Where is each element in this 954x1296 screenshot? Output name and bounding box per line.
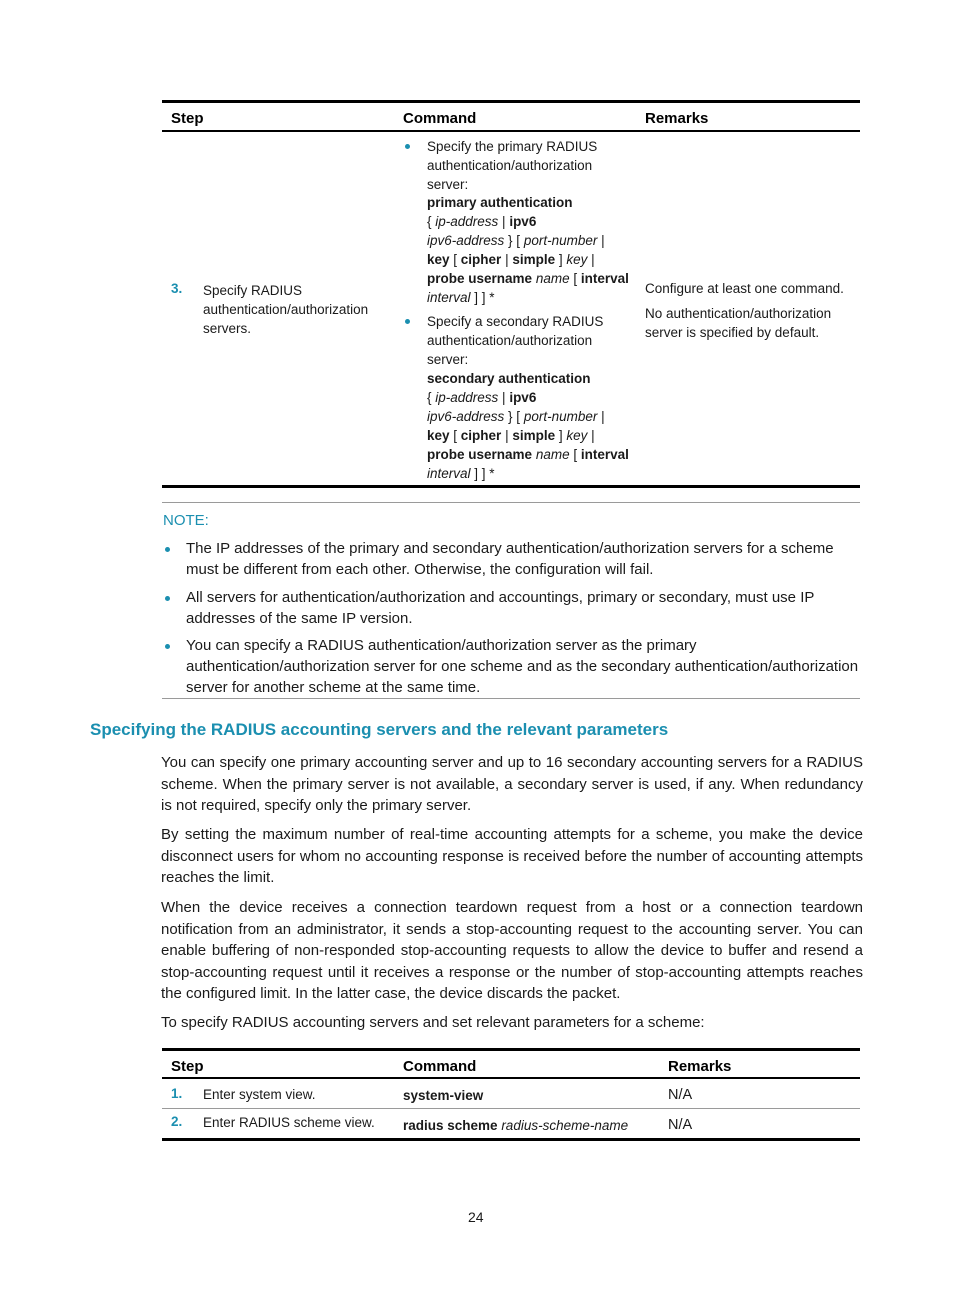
table-top-rule — [162, 1048, 860, 1051]
command-punctuation: ] — [555, 428, 567, 443]
command-argument: interval — [427, 290, 471, 305]
table-bottom-rule — [162, 1138, 860, 1141]
command-punctuation: | — [587, 252, 595, 267]
table-header-remarks: Remarks — [645, 110, 709, 127]
step-number: 1. — [171, 1086, 183, 1101]
command-keyword: interval — [580, 447, 629, 462]
command-keyword: ipv6 — [509, 214, 537, 229]
command-syntax-line — [427, 231, 605, 250]
command-text — [403, 1116, 628, 1135]
command-punctuation: [ — [449, 252, 461, 267]
table-header-command: Command — [403, 1058, 477, 1075]
command-keyword: simple — [512, 428, 556, 443]
command-keyword: ipv6 — [509, 390, 537, 405]
command-argument: ip-address — [435, 390, 499, 405]
table-header-rule — [162, 130, 860, 132]
command-punctuation: | — [597, 409, 605, 424]
body-paragraph: By setting the maximum number of real-time accounting attempts for a scheme, you make the device disconnect users for whom no accounting response is received before the number of accounting attempts reaches the limit. — [161, 826, 863, 886]
command-punctuation: { — [427, 214, 436, 229]
command-punctuation: [ — [569, 271, 581, 286]
body-paragraph: You can specify one primary accounting server and up to 16 secondary accounting servers for a RADIUS scheme. When the primary server is not available, a secondary server is used, if any. When redundancy is not required, specify only the primary server. — [161, 754, 863, 814]
command-syntax-line — [427, 369, 591, 388]
command-keyword: key — [427, 252, 450, 267]
table-bottom-rule — [162, 485, 860, 488]
command-syntax-line — [427, 464, 495, 483]
table-header-step: Step — [171, 1058, 204, 1075]
command-keyword: cipher — [460, 252, 502, 267]
command-argument: key — [566, 252, 588, 267]
note-bottom-rule — [162, 698, 860, 699]
command-syntax-line — [427, 212, 536, 231]
command-argument: key — [566, 428, 588, 443]
command-argument: ip-address — [435, 214, 499, 229]
command-argument: ipv6-address — [427, 409, 505, 424]
command-keyword: probe username — [427, 447, 533, 462]
command-punctuation: | — [501, 252, 513, 267]
command-syntax-line — [427, 426, 595, 445]
command-keyword: cipher — [460, 428, 502, 443]
command-punctuation: | — [501, 428, 513, 443]
command-argument: interval — [427, 466, 471, 481]
command-punctuation: ] ] * — [470, 466, 495, 481]
command-keyword: probe username — [427, 271, 533, 286]
step-description: Specify RADIUS authentication/authorization servers. — [203, 283, 369, 336]
command-keyword: interval — [580, 271, 629, 286]
command-syntax-line — [427, 193, 573, 212]
command-argument: radius-scheme-name — [501, 1118, 629, 1133]
command-punctuation: | — [498, 214, 510, 229]
command-keyword: primary authentication — [427, 195, 573, 210]
command-punctuation: | — [587, 428, 595, 443]
note-top-rule — [162, 502, 860, 503]
command-syntax-line — [427, 388, 536, 407]
table-header-step: Step — [171, 110, 204, 127]
primary-command-description: Specify the primary RADIUS authentication/authorization server: — [427, 139, 598, 192]
command-punctuation: [ — [569, 447, 581, 462]
command-argument: port-number — [523, 409, 598, 424]
table-header-rule — [162, 1077, 860, 1079]
table-header-command: Command — [403, 110, 477, 127]
step-description: Enter system view. — [203, 1087, 316, 1102]
command-keyword: simple — [512, 252, 556, 267]
step-number: 2. — [171, 1114, 183, 1129]
command-argument: ipv6-address — [427, 233, 505, 248]
command-syntax-line — [427, 269, 629, 288]
remarks-text: No authentication/authorization server is specified by default. — [645, 306, 832, 340]
command-keyword: secondary authentication — [427, 371, 591, 386]
remarks-text: N/A — [668, 1087, 693, 1103]
command-argument: name — [535, 271, 570, 286]
command-punctuation: [ — [449, 428, 461, 443]
section-heading: Specifying the RADIUS accounting servers and the relevant parameters — [90, 720, 669, 739]
remarks-text: Configure at least one command. — [645, 281, 844, 296]
bullet-icon — [165, 547, 170, 552]
command-keyword: key — [427, 428, 450, 443]
command-keyword: radius scheme — [403, 1118, 498, 1133]
command-syntax-line — [427, 445, 629, 464]
bullet-icon — [405, 144, 410, 149]
page-number: 24 — [468, 1209, 484, 1225]
command-syntax-line — [427, 250, 595, 269]
command-text — [403, 1086, 483, 1105]
note-label: NOTE: — [163, 512, 209, 529]
secondary-command-description: Specify a secondary RADIUS authentication/authorization server: — [427, 314, 604, 367]
table-header-remarks: Remarks — [668, 1058, 732, 1075]
row-divider — [162, 1108, 860, 1109]
body-paragraph: To specify RADIUS accounting servers and set relevant parameters for a scheme: — [161, 1014, 705, 1031]
command-punctuation: ] — [555, 252, 567, 267]
note-item: You can specify a RADIUS authentication/authorization server as the primary authentication/authorization server for one scheme and as the secondary authentication/authorization server for another scheme at the same time. — [186, 637, 859, 696]
command-punctuation: } [ — [504, 409, 524, 424]
command-keyword: system-view — [403, 1088, 484, 1103]
bullet-icon — [165, 644, 170, 649]
note-item: All servers for authentication/authorization and accountings, primary or secondary, must use IP addresses of the same IP version. — [186, 589, 815, 627]
bullet-icon — [405, 319, 410, 324]
command-syntax-line — [427, 288, 495, 307]
command-punctuation: | — [597, 233, 605, 248]
command-punctuation: ] ] * — [470, 290, 495, 305]
command-punctuation: | — [498, 390, 510, 405]
bullet-icon — [165, 596, 170, 601]
command-punctuation: { — [427, 390, 436, 405]
command-argument: name — [535, 447, 570, 462]
command-punctuation: } [ — [504, 233, 524, 248]
note-item: The IP addresses of the primary and secondary authentication/authorization servers for a scheme must be different from each other. Otherwise, the configuration will fail. — [186, 540, 834, 578]
command-argument: port-number — [523, 233, 598, 248]
step-number: 3. — [171, 281, 183, 296]
step-description: Enter RADIUS scheme view. — [203, 1115, 375, 1130]
body-paragraph: When the device receives a connection teardown request from a host or a connection teardown notification from an administrator, it sends a stop-accounting request to the accounting server. You can enable buffering of non-responded stop-accounting requests to allow the device to buffer and resend a stop-accounting request until it receives a response or the number of stop-accounting attempts reaches the configured limit. In the latter case, the device discards the packet. — [161, 899, 863, 1002]
table-top-rule — [162, 100, 860, 103]
remarks-text: N/A — [668, 1117, 693, 1133]
command-syntax-line — [427, 407, 605, 426]
